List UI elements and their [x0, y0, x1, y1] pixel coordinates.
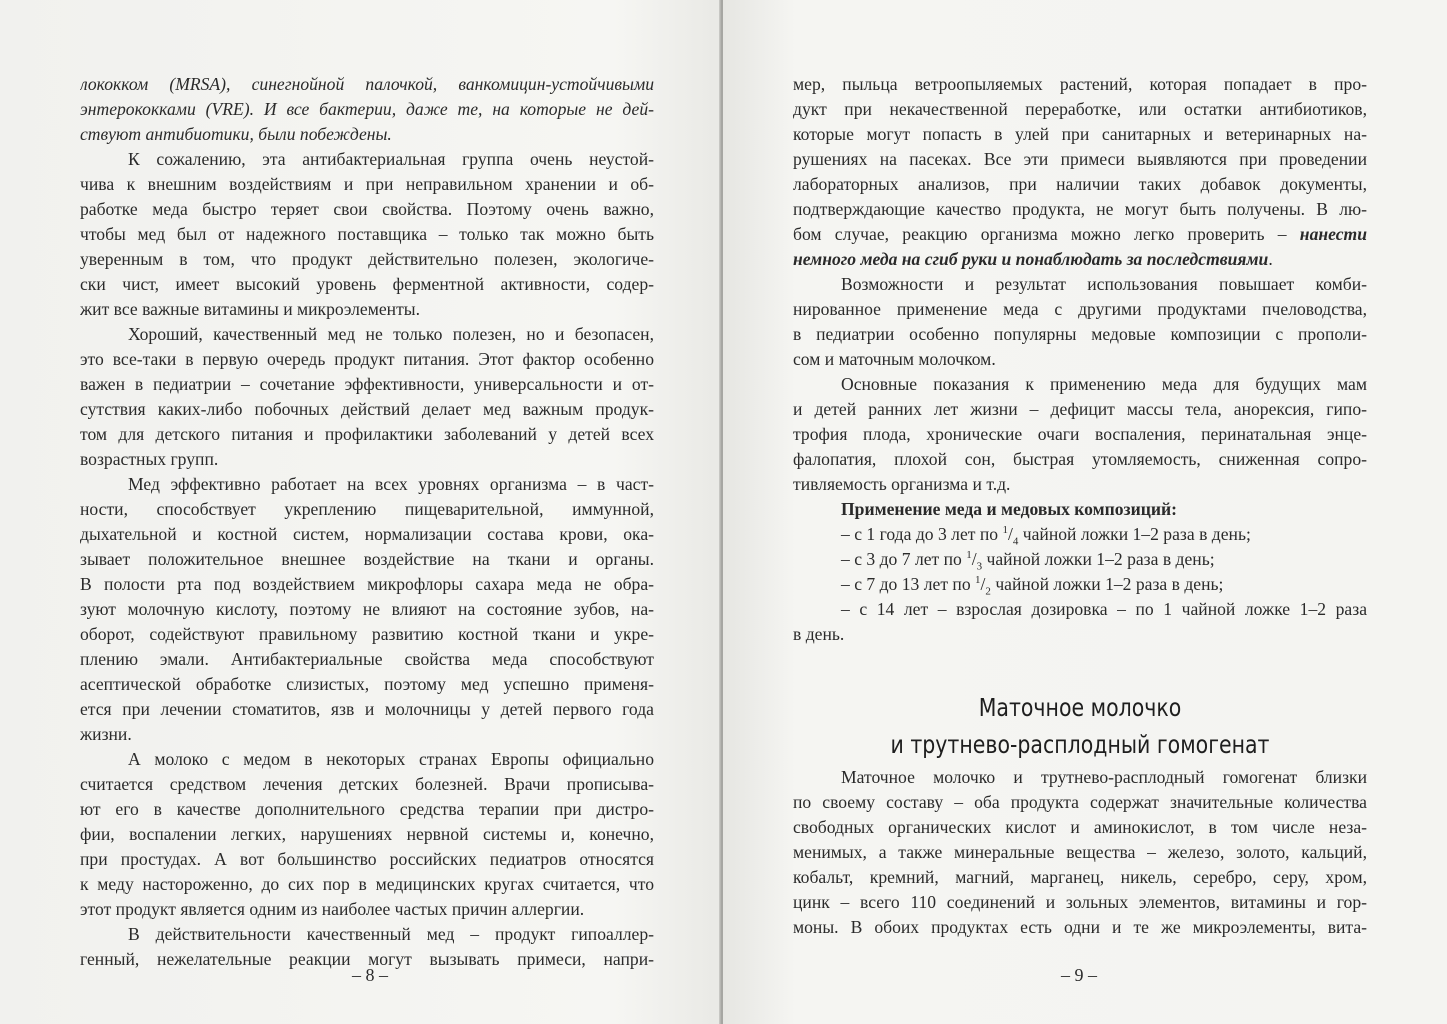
text-line: В полости рта под воздействием микрофлоры сахара меда не обра-: [80, 574, 654, 594]
text-line: при простудах. А вот большинство российских педиатров относятся: [80, 849, 654, 869]
text-line: чива к внешним воздействиям и при неправильном хранении и об-: [80, 174, 654, 194]
text-line: и детей ранних лет жизни – дефицит массы тела, анорексия, гипо-: [793, 399, 1367, 419]
text-line: энтерококками (VRE). И все бактерии, даже те, на которые не дей-: [80, 99, 654, 119]
dosage-list: [793, 522, 1367, 597]
text-line: цинк – всего 110 соединений и зольных элементов, витамины и гор-: [793, 892, 1367, 912]
text-line: Хороший, качественный мед не только полезен, но и безопасен,: [128, 324, 654, 344]
dosage-title: Применение меда и медовых композиций:: [841, 499, 1178, 519]
text-line: ствуют антибиотики, были побеждены.: [80, 124, 392, 144]
text-line: важен в педиатрии – сочетание эффективности, универсальности и от-: [80, 374, 654, 394]
text-line: чтобы мед был от надежного поставщика – только так можно быть: [80, 224, 654, 244]
text-line: кобальт, кремний, магний, марганец, никель, серебро, серу, хром,: [793, 867, 1367, 887]
text-line: оборот, содействуют правильному развитию костной ткани и укре-: [80, 624, 654, 644]
text-line: плению эмали. Антибактериальные свойства меда способствуют: [80, 649, 654, 669]
text-line: в педиатрии особенно популярны медовые композиции с прополи-: [793, 324, 1367, 344]
text-line: тивляемость организма и т.д.: [793, 474, 1011, 494]
text-line: рушениях на пасеках. Все эти примеси выявляются при проведении: [793, 149, 1367, 169]
text-line: генный, нежелательные реакции могут вызывать примеси, напри-: [80, 949, 654, 969]
dosage-item: – с 1 года до 3 лет по $^1/_4$ чайной ложки 1–2 раза в день;: [841, 524, 1251, 547]
text-line: этот продукт является одним из наиболее частых причин аллергии.: [80, 899, 585, 919]
text-line: немного меда на сгиб руки и понаблюдать за последствиями.: [793, 249, 1273, 269]
dosage-item-continued: в день.: [793, 624, 845, 644]
right-page-text: [793, 72, 1367, 940]
text-line: возрастных групп.: [80, 449, 219, 469]
text-line: ски чист, имеет высокий уровень ферментной активности, содер-: [80, 274, 654, 294]
text-line: к меду настороженно, до сих пор в медицинских кругах считается, что: [80, 874, 654, 894]
text-line: нированное применение меда с другими продуктами пчеловодства,: [793, 299, 1367, 319]
page-number-right: – 9 –: [1061, 965, 1097, 985]
text-line: том для детского питания и профилактики заболеваний у детей всех: [80, 424, 654, 444]
text-line: ют его в качестве дополнительного средства терапии при дистро-: [80, 799, 654, 819]
text-line: сом и маточным молочком.: [793, 349, 996, 369]
text-line: считается средством лечения детских болезней. Врачи прописыва-: [80, 774, 654, 794]
dosage-item: – с 7 до 13 лет по $^1/_2$ чайной ложки 1–2 раза в день;: [841, 574, 1224, 597]
dosage-item: – с 14 лет – взрослая дозировка – по 1 чайной ложке 1–2 раза: [841, 599, 1367, 619]
text-line: это все-таки в первую очередь продукт питания. Этот фактор особенно: [80, 349, 654, 369]
text-line: работке меда быстро теряет свои свойства. Поэтому очень важно,: [80, 199, 654, 219]
text-line: фалопатия, плохой сон, быстрая утомляемость, сниженная сопро-: [793, 449, 1367, 469]
text-line: Возможности и результат использования повышает комби-: [841, 274, 1367, 294]
text-line: зывает положительное внешнее воздействие на ткани и органы.: [80, 549, 654, 569]
text-line: которые могут попасть в улей при санитарных и ветеринарных на-: [793, 124, 1367, 144]
text-line: уверенным в том, что продукт действительно полезен, экологиче-: [80, 249, 654, 269]
emphasized-text: нанести: [1299, 224, 1367, 244]
left-page-text: [80, 72, 654, 972]
text-line: зуют молочную кислоту, поэтому не влияют на состояние зубов, на-: [80, 599, 654, 619]
right-bottom-paragraphs: [793, 765, 1367, 940]
right-page: [723, 0, 1447, 1024]
left-page: [0, 0, 722, 1024]
emphasized-text: немного меда на сгиб руки и понаблюдать за последствиями: [793, 249, 1269, 269]
text-line: по своему составу – оба продукта содержат значительные количества: [793, 792, 1367, 812]
text-line: Мед эффективно работает на всех уровнях организма – в част-: [128, 474, 654, 494]
text-line: бом случае, реакцию организма можно легко проверить – нанести: [793, 224, 1367, 244]
text-line: жизни.: [80, 724, 132, 744]
section-heading: [793, 689, 1367, 763]
text-line: мер, пыльца ветроопыляемых растений, которая попадает в про-: [793, 74, 1367, 94]
text-line: менимых, а также минеральные вещества – железо, золото, кальций,: [793, 842, 1367, 862]
text-line: В действительности качественный мед – продукт гипоаллер-: [128, 924, 654, 944]
text-line: К сожалению, эта антибактериальная группа очень неустой-: [128, 149, 654, 169]
text-line: асептической обработке слизистых, поэтому мед успешно применя-: [80, 674, 654, 694]
section-heading-line-2: и трутнево-расплодный гомогенат: [890, 730, 1270, 759]
text-line: жит все важные витамины и микроэлементы.: [80, 299, 421, 319]
text-line: дыхательной и костной систем, нормализации состава крови, ока-: [80, 524, 654, 544]
text-line: А молоко с медом в некоторых странах Европы официально: [128, 749, 654, 769]
dosage-item: – с 3 до 7 лет по $^1/_3$ чайной ложки 1–2 раза в день;: [841, 549, 1215, 572]
section-heading-line-1: Маточное молочко: [978, 693, 1182, 722]
text-line: лабораторных анализов, при наличии таких добавок документы,: [793, 174, 1367, 194]
text-line: моны. В обоих продуктах есть одни и те же микроэлементы, вита-: [793, 917, 1367, 937]
text-line: дукт при некачественной переработке, или остатки антибиотиков,: [793, 99, 1367, 119]
page-number-left: – 8 –: [352, 965, 388, 985]
right-top-paragraphs: [793, 72, 1367, 497]
text-line: Основные показания к применению меда для будущих мам: [841, 374, 1367, 394]
text-line: лококком (MRSA), синегнойной палочкой, ванкомицин-устойчивыми: [80, 74, 654, 94]
text-line: Маточное молочко и трутнево-расплодный гомогенат близки: [841, 767, 1367, 787]
text-line: свободных органических кислот и аминокислот, в том числе неза-: [793, 817, 1367, 837]
text-line: трофия плода, хронические очаги воспаления, перинатальная энце-: [793, 424, 1367, 444]
text-line: подтверждающие качество продукта, не могут быть получены. В лю-: [793, 199, 1367, 219]
text-line: сутствия каких-либо побочных действий делает мед важным продук-: [80, 399, 654, 419]
text-line: фии, воспалении легких, нарушениях нервной системы и, конечно,: [80, 824, 654, 844]
text-line: ности, способствует укреплению пищеварительной, иммунной,: [80, 499, 654, 519]
text-line: ется при лечении стоматитов, язв и молочницы у детей первого года: [80, 699, 654, 719]
